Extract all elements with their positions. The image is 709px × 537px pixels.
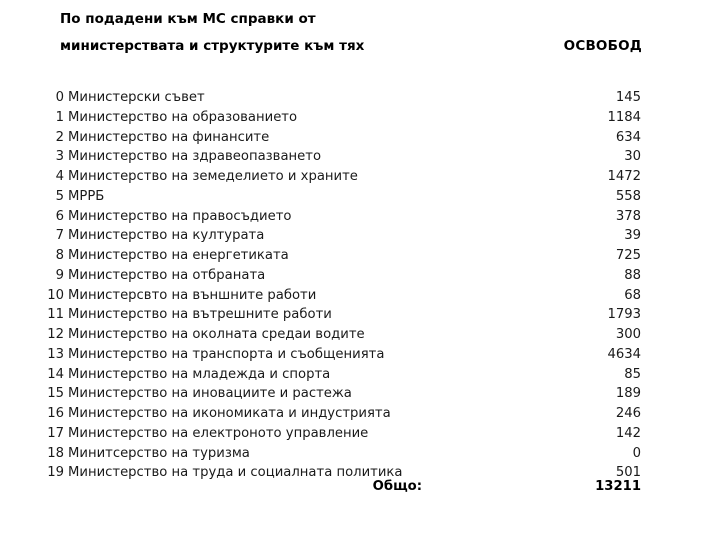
row-index: 3 xyxy=(55,149,64,165)
table-row xyxy=(0,226,709,246)
ministry-name: Министерство на транспорта и съобщенията xyxy=(68,346,385,362)
report-title-line-2 xyxy=(60,33,642,60)
ministry-name: Министерство на енергетиката xyxy=(68,248,289,263)
total-label: Общо: xyxy=(372,479,422,494)
ministry-name: Министерство на икономиката и индустрията xyxy=(68,406,391,421)
ministry-value: 501 xyxy=(615,465,641,481)
ministry-name: Министерство на земеделието и храните xyxy=(68,169,358,184)
ministry-name: Министерство на труда и социалната политика xyxy=(68,465,403,481)
table-row xyxy=(0,286,709,306)
ministries-table xyxy=(0,88,709,483)
row-index: 9 xyxy=(55,267,64,283)
table-row xyxy=(0,384,709,404)
ministry-name: Министерство на електроното управление xyxy=(68,425,369,441)
table-row xyxy=(0,187,709,207)
ministry-name: Министерство на правосъдието xyxy=(68,208,292,224)
ministry-name: Министерство на околната средаи водите xyxy=(68,327,365,342)
ministry-value: 85 xyxy=(624,366,641,382)
ministry-name: Министерсвто на външните работи xyxy=(68,287,317,303)
row-index: 16 xyxy=(47,406,64,421)
ministry-name: Министерство на образованието xyxy=(68,109,298,125)
ministry-name: Министерство на вътрешните работи xyxy=(68,307,332,323)
row-index: 13 xyxy=(47,346,64,362)
ministry-value: 1793 xyxy=(607,307,641,323)
row-index: 4 xyxy=(55,169,64,184)
ministry-value: 1184 xyxy=(607,109,641,125)
ministry-value: 725 xyxy=(615,248,641,263)
row-index: 2 xyxy=(55,129,64,145)
ministry-name: Министерство на културата xyxy=(68,228,265,244)
table-row xyxy=(0,88,709,108)
table-row xyxy=(0,365,709,385)
ministry-value: 189 xyxy=(615,386,641,402)
ministry-value: 142 xyxy=(615,425,641,441)
ministry-value: 1472 xyxy=(607,169,641,184)
ministry-name: Минитсерство на туризма xyxy=(68,445,250,461)
table-row xyxy=(0,305,709,325)
table-row xyxy=(0,404,709,424)
column-header-osvobod: ОСВОБОД xyxy=(563,38,642,54)
row-index: 5 xyxy=(55,188,64,204)
page-subtitle: министерствата и структурите към тях xyxy=(60,38,365,54)
table-row xyxy=(0,266,709,286)
row-index: 6 xyxy=(55,208,64,224)
ministry-name: Министерство на младежда и спорта xyxy=(68,366,331,382)
page-title: По подадени към МС справки от xyxy=(60,11,316,27)
ministry-value: 88 xyxy=(624,267,641,283)
table-row xyxy=(0,207,709,227)
row-index: 18 xyxy=(47,445,64,461)
row-index: 15 xyxy=(47,386,64,402)
row-index: 11 xyxy=(47,307,64,323)
total-row xyxy=(0,477,709,497)
ministry-value: 558 xyxy=(615,188,641,204)
ministry-value: 4634 xyxy=(607,346,641,362)
ministry-name: Министерство на здравеопазването xyxy=(68,149,322,165)
table-row xyxy=(0,246,709,266)
row-index: 8 xyxy=(55,248,64,263)
table-row xyxy=(0,128,709,148)
row-index: 17 xyxy=(47,425,64,441)
ministry-value: 39 xyxy=(624,228,641,244)
row-index: 1 xyxy=(55,109,64,125)
row-index: 0 xyxy=(55,90,64,105)
row-index: 12 xyxy=(47,327,64,342)
ministry-name: МРРБ xyxy=(68,188,105,204)
ministry-value: 145 xyxy=(615,90,641,105)
table-row xyxy=(0,325,709,345)
report-header xyxy=(60,6,642,60)
ministry-name: Министерство на отбраната xyxy=(68,267,266,283)
ministry-value: 246 xyxy=(615,406,641,421)
ministry-value: 68 xyxy=(624,287,641,303)
table-row xyxy=(0,108,709,128)
row-index: 14 xyxy=(47,366,64,382)
table-row xyxy=(0,167,709,187)
row-index: 10 xyxy=(47,287,64,303)
ministry-value: 634 xyxy=(615,129,641,145)
row-index: 19 xyxy=(47,465,64,481)
table-row xyxy=(0,444,709,464)
table-row xyxy=(0,345,709,365)
total-value: 13211 xyxy=(595,479,641,494)
table-row xyxy=(0,424,709,444)
row-index: 7 xyxy=(55,228,64,244)
ministry-value: 30 xyxy=(624,149,641,165)
table-row xyxy=(0,147,709,167)
ministry-name: Министерски съвет xyxy=(68,90,205,105)
ministry-value: 300 xyxy=(615,327,641,342)
ministry-name: Министерство на финансите xyxy=(68,129,270,145)
ministry-value: 378 xyxy=(615,208,641,224)
ministry-name: Министерство на иновациите и растежа xyxy=(68,386,352,402)
report-title-line-1 xyxy=(60,6,642,33)
ministry-value: 0 xyxy=(632,445,641,461)
